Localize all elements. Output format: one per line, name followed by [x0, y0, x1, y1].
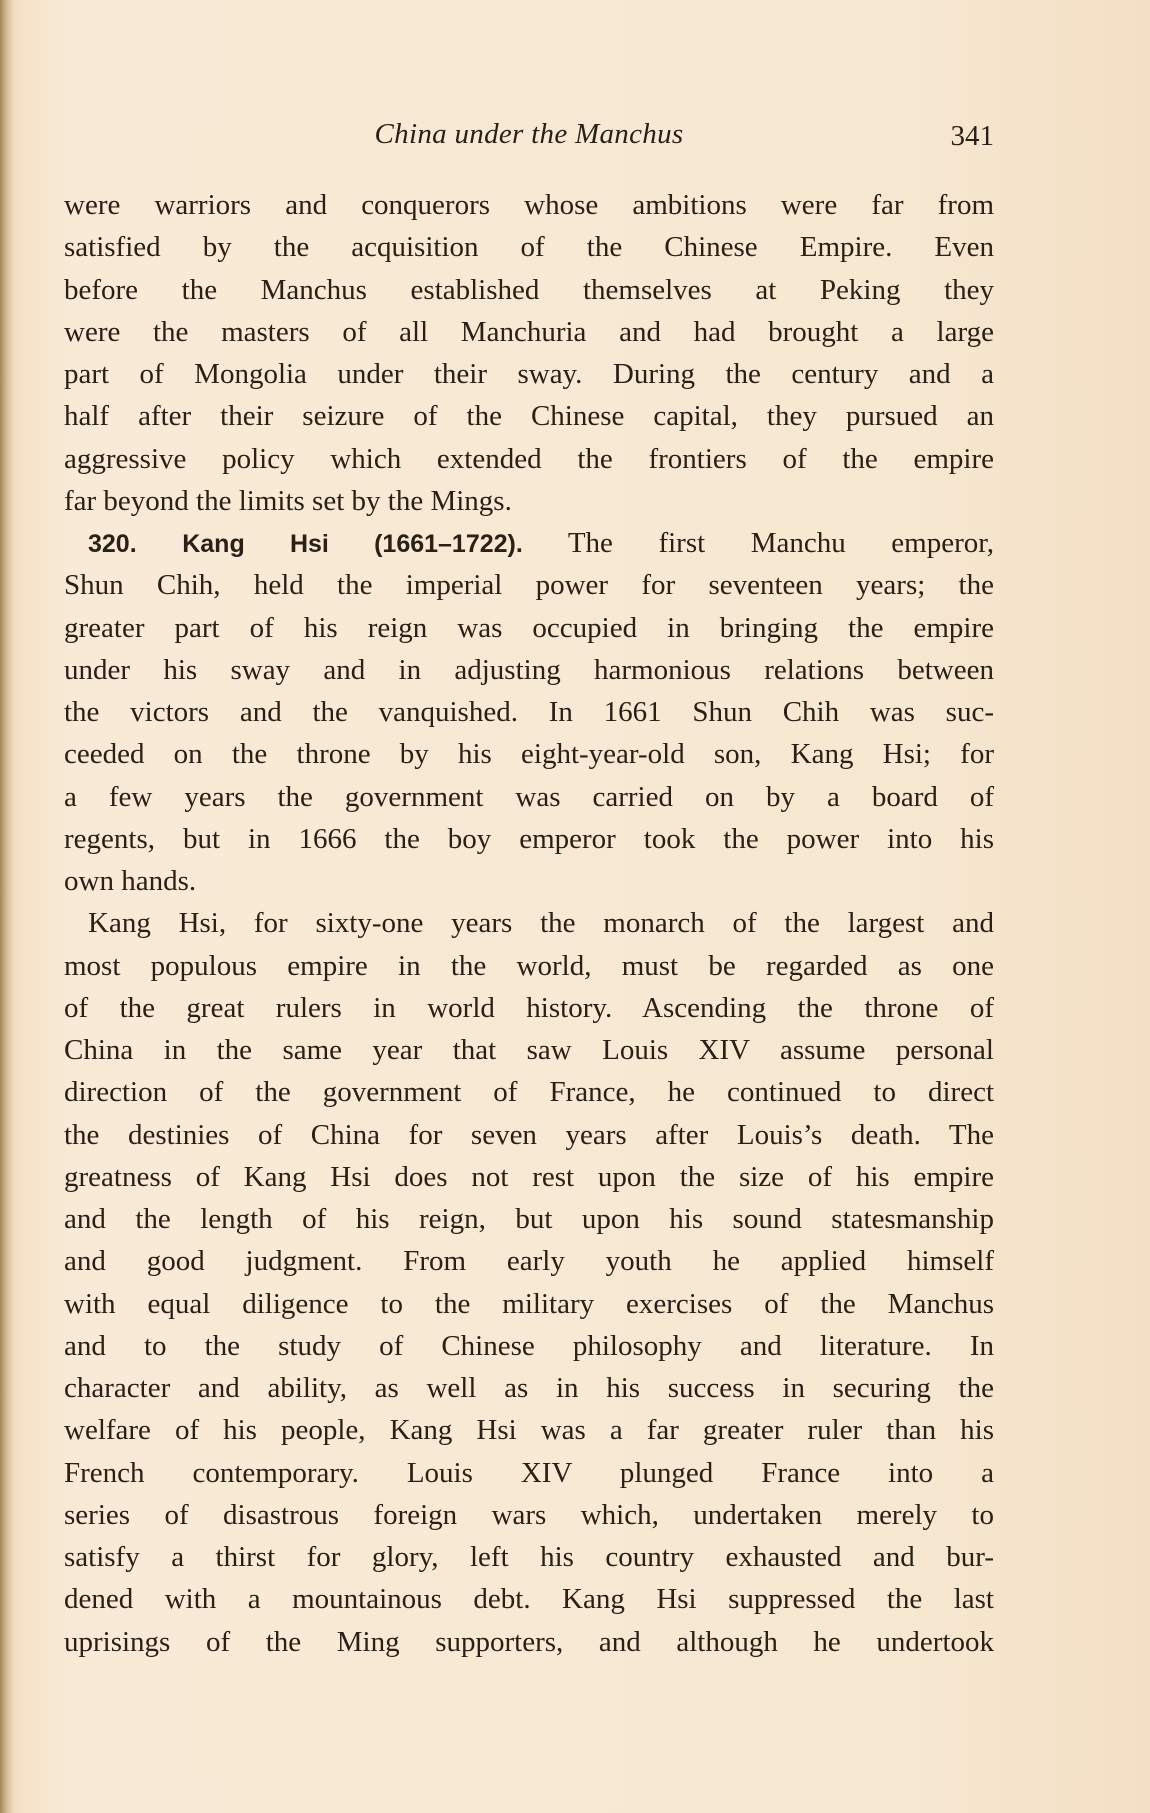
text-line: with equal diligence to the military exercises of the Manchus: [64, 1287, 994, 1320]
page-header: [64, 118, 994, 158]
text-line: most populous empire in the world, must be regarded as one: [64, 949, 994, 982]
page-binding-shadow: [0, 0, 14, 1813]
text-line: Kang Hsi, for sixty-one years the monarch of the largest and: [88, 907, 994, 940]
text-line: uprisings of the Ming supporters, and although he undertook: [64, 1625, 994, 1658]
page-number: 341: [950, 120, 994, 152]
text-line: series of disastrous foreign wars which, undertaken merely to: [64, 1498, 994, 1531]
text-line: and to the study of Chinese philosophy and literature. In: [64, 1329, 994, 1362]
section-number: 320.: [88, 530, 137, 558]
text-line: satisfied by the acquisition of the Chinese Empire. Even: [64, 231, 994, 264]
text-line: Shun Chih, held the imperial power for seventeen years; the: [64, 569, 994, 602]
text-line: direction of the government of France, he continued to direct: [64, 1076, 994, 1109]
text-line: before the Manchus established themselves at Peking they: [64, 273, 994, 306]
running-title: China under the Manchus: [374, 118, 684, 150]
section-heading: Kang Hsi (1661–1722).: [182, 530, 523, 558]
text-line: part of Mongolia under their sway. During the century and a: [64, 358, 994, 390]
text-line: French contemporary. Louis XIV plunged France into a: [64, 1456, 994, 1489]
text-line: a few years the government was carried on by a board of: [64, 780, 994, 813]
text-line: and good judgment. From early youth he applied himself: [64, 1245, 994, 1278]
text-line: character and ability, as well as in his success in securing the: [64, 1372, 994, 1404]
text-line: were the masters of all Manchuria and had brought a large: [64, 315, 994, 348]
text-line: the victors and the vanquished. In 1661 Shun Chih was suc-: [64, 696, 994, 728]
text-line: were warriors and conquerors whose ambitions were far from: [64, 189, 994, 221]
text-line: dened with a mountainous debt. Kang Hsi suppressed the last: [64, 1583, 994, 1616]
text-line: greater part of his reign was occupied in bringing the empire: [64, 611, 994, 644]
text-line: own hands.: [64, 865, 197, 897]
text-line: China in the same year that saw Louis XIV assume personal: [64, 1034, 994, 1066]
text-line-fragment: The first Manchu emperor,: [567, 527, 994, 559]
body-text: [64, 184, 994, 1663]
text-line: regents, but in 1666 the boy emperor took the power into his: [64, 822, 994, 855]
text-line: the destinies of China for seven years after Louis’s death. The: [64, 1118, 994, 1151]
section-heading-line: [64, 522, 994, 564]
text-line: of the great rulers in world history. Ascending the throne of: [64, 991, 994, 1024]
text-line: ceeded on the throne by his eight-year-old son, Kang Hsi; for: [64, 738, 994, 771]
text-line: satisfy a thirst for glory, left his country exhausted and bur-: [64, 1541, 994, 1573]
text-line: greatness of Kang Hsi does not rest upon the size of his empire: [64, 1160, 994, 1193]
text-line: half after their seizure of the Chinese capital, they pursued an: [64, 400, 994, 433]
text-line: under his sway and in adjusting harmonious relations between: [64, 653, 994, 686]
text-line: and the length of his reign, but upon his sound statesmanship: [64, 1203, 994, 1235]
text-line: aggressive policy which extended the frontiers of the empire: [64, 442, 994, 475]
text-line: welfare of his people, Kang Hsi was a far greater ruler than his: [64, 1414, 994, 1447]
text-line: far beyond the limits set by the Mings.: [64, 484, 512, 517]
